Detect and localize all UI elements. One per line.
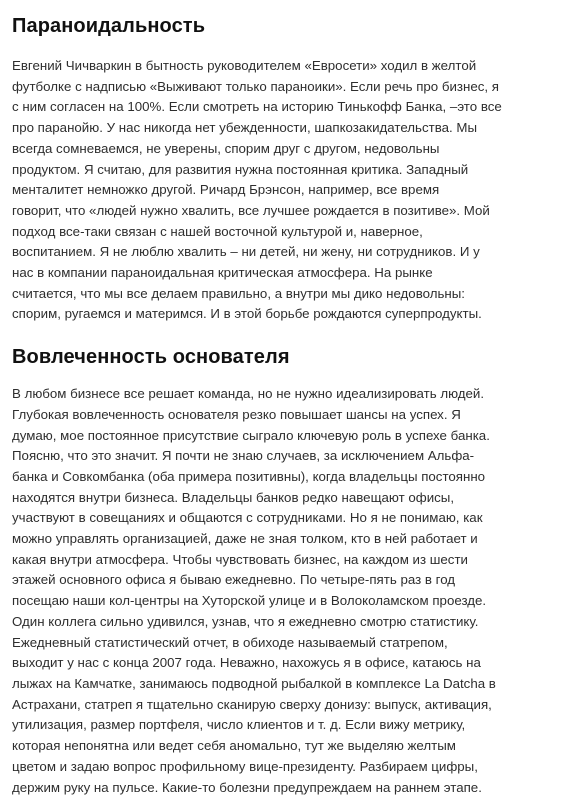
- text-line: менталитет немножко другой. Ричард Брэнсон, например, все время: [12, 182, 440, 198]
- text-line: нас в компании параноидальная критическая атмосфера. На рынке: [12, 265, 433, 281]
- text-line: этажей основного офиса я бываю ежедневно. По четыре-пять раз в год: [12, 572, 456, 588]
- section-text-paranoia: [12, 56, 551, 325]
- text-line: можно управлять организацией, даже не зная толком, кто в ней работает и: [12, 531, 478, 547]
- text-line: Евгений Чичваркин в бытность руководителем «Евросети» ходил в желтой: [12, 58, 477, 73]
- text-line: Один коллега сильно удивился, узнав, что я ежедневно смотрю статистику.: [12, 613, 479, 629]
- text-line: Глубокая вовлеченность основателя резко повышает шансы на успех. Я: [12, 406, 461, 422]
- text-line: какая внутри атмосфера. Чтобы чувствовать бизнес, на каждом из шести: [12, 551, 468, 567]
- text-line: посещаю наши кол-центры на Хуторской улице и в Волоколамском проезде.: [12, 593, 487, 609]
- text-line: держим руку на пульсе. Какие-то болезни предупреждаем на раннем этапе.: [12, 779, 482, 795]
- text-line: цветом и задаю вопрос профильному вице-президенту. Разбираем цифры,: [12, 758, 478, 774]
- text-line: продуктом. Я считаю, для развития нужна постоянная критика. Западный: [12, 161, 469, 177]
- text-line: Поясню, что это значит. Я почти не знаю случаев, за исключением Альфа-: [12, 448, 475, 464]
- text-line: участвуют в совещаниях и общаются с сотрудниками. Но я не понимаю, как: [12, 510, 483, 526]
- text-line: находятся внутри бизнеса. Владельцы банков редко навещают офисы,: [12, 489, 455, 505]
- text-line: воспитанием. Я не люблю хвалить – ни детей, ни жену, ни сотрудников. И у: [12, 244, 480, 260]
- text-line: думаю, мое постоянное присутствие сыграло ключевую роль в успехе банка.: [12, 427, 490, 443]
- text-line: выходит у нас с конца 2007 года. Неважно, нахожусь я в офисе, катаюсь на: [12, 655, 481, 671]
- text-line: футболке с надписью «Выживают только параноики». Если речь про бизнес, я: [12, 78, 500, 94]
- text-line: всегда сомневаемся, не уверены, спорим друг с другом, недовольны: [12, 140, 440, 156]
- text-line: с ним согласен на 100%. Если смотреть на историю Тинькофф Банка, –это все: [12, 99, 502, 115]
- text-line: утилизация, размер портфеля, число клиентов и т. д. Если вижу метрику,: [12, 717, 466, 733]
- text-line: спорим, ругаемся и материмся. И в этой борьбе рождаются суперпродукты.: [12, 306, 482, 322]
- text-line: лыжах на Камчатке, занимаюсь подводной рыбалкой в комплексе La Datcha в: [12, 675, 496, 691]
- text-line: которая непонятна или ведет себя аномально, тут же выделяю желтым: [12, 738, 456, 754]
- section-title-founder-involvement: Вовлеченность основателя: [12, 346, 290, 369]
- text-line: банка и Совкомбанка (оба примера позитивны), когда владельцы постоянно: [12, 468, 486, 484]
- text-line: подход все-таки связан с нашей восточной культурой и, наверное,: [12, 223, 423, 239]
- article: [12, 12, 551, 798]
- text-line: В любом бизнесе все решает команда, но не нужно идеализировать людей.: [12, 386, 485, 402]
- section-title-paranoia: Параноидальность: [12, 15, 206, 37]
- text-line: говорит, что «людей нужно хвалить, все лучшее рождается в позитиве». Мой: [12, 202, 490, 218]
- section-text-founder-involvement: [12, 384, 551, 798]
- text-line: Ежедневный статистический отчет, в обиходе называемый статрепом,: [12, 634, 448, 650]
- text-line: Астрахани, статреп я тщательно сканирую сверху донизу: выпуск, активация,: [12, 696, 492, 712]
- text-line: про паранойю. У нас никогда нет убежденности, шапкозакидательства. Мы: [12, 120, 478, 136]
- text-line: считается, что мы все делаем правильно, а внутри мы дико недовольны:: [12, 285, 466, 301]
